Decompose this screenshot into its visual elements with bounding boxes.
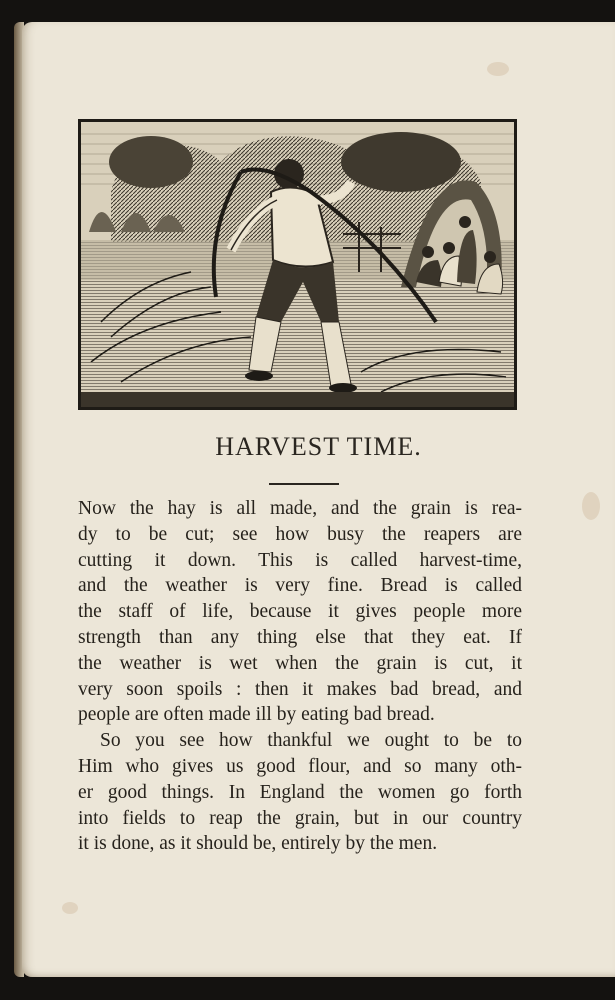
text-line: Now the hay is all made, and the grain is rea-	[78, 498, 522, 519]
text-line: and the weather is very fine. Bread is called	[78, 575, 522, 597]
text-line: cutting it down. This is called harvest-time,	[78, 549, 522, 571]
text-line: into fields to reap the grain, but in our country	[78, 807, 522, 829]
body-text	[78, 496, 522, 857]
foxing-stain	[487, 62, 509, 76]
foxing-stain	[582, 492, 600, 520]
woodcut-reaper-illustration	[78, 119, 517, 410]
text-line: Him who gives us good flour, and so many oth-	[78, 755, 522, 777]
text-line: it is done, as it should be, entirely by the men.	[78, 833, 438, 855]
text-line: very soon spoils : then it makes bad bread, and	[78, 678, 522, 700]
text-line: er good things. In England the women go forth	[78, 781, 522, 803]
text-line: So you see how thankful we ought to be to	[100, 730, 522, 752]
text-line: the weather is wet when the grain is cut, it	[78, 652, 522, 674]
page-title: HARVEST TIME.	[215, 432, 422, 461]
text-line: strength than any thing else that they eat. If	[78, 626, 522, 648]
text-line: the staff of life, because it gives people more	[78, 601, 522, 623]
text-line: people are often made ill by eating bad bread.	[78, 704, 435, 726]
text-line: dy to be cut; see how busy the reapers are	[78, 523, 522, 545]
title-divider	[269, 483, 339, 485]
foxing-stain	[62, 902, 78, 914]
